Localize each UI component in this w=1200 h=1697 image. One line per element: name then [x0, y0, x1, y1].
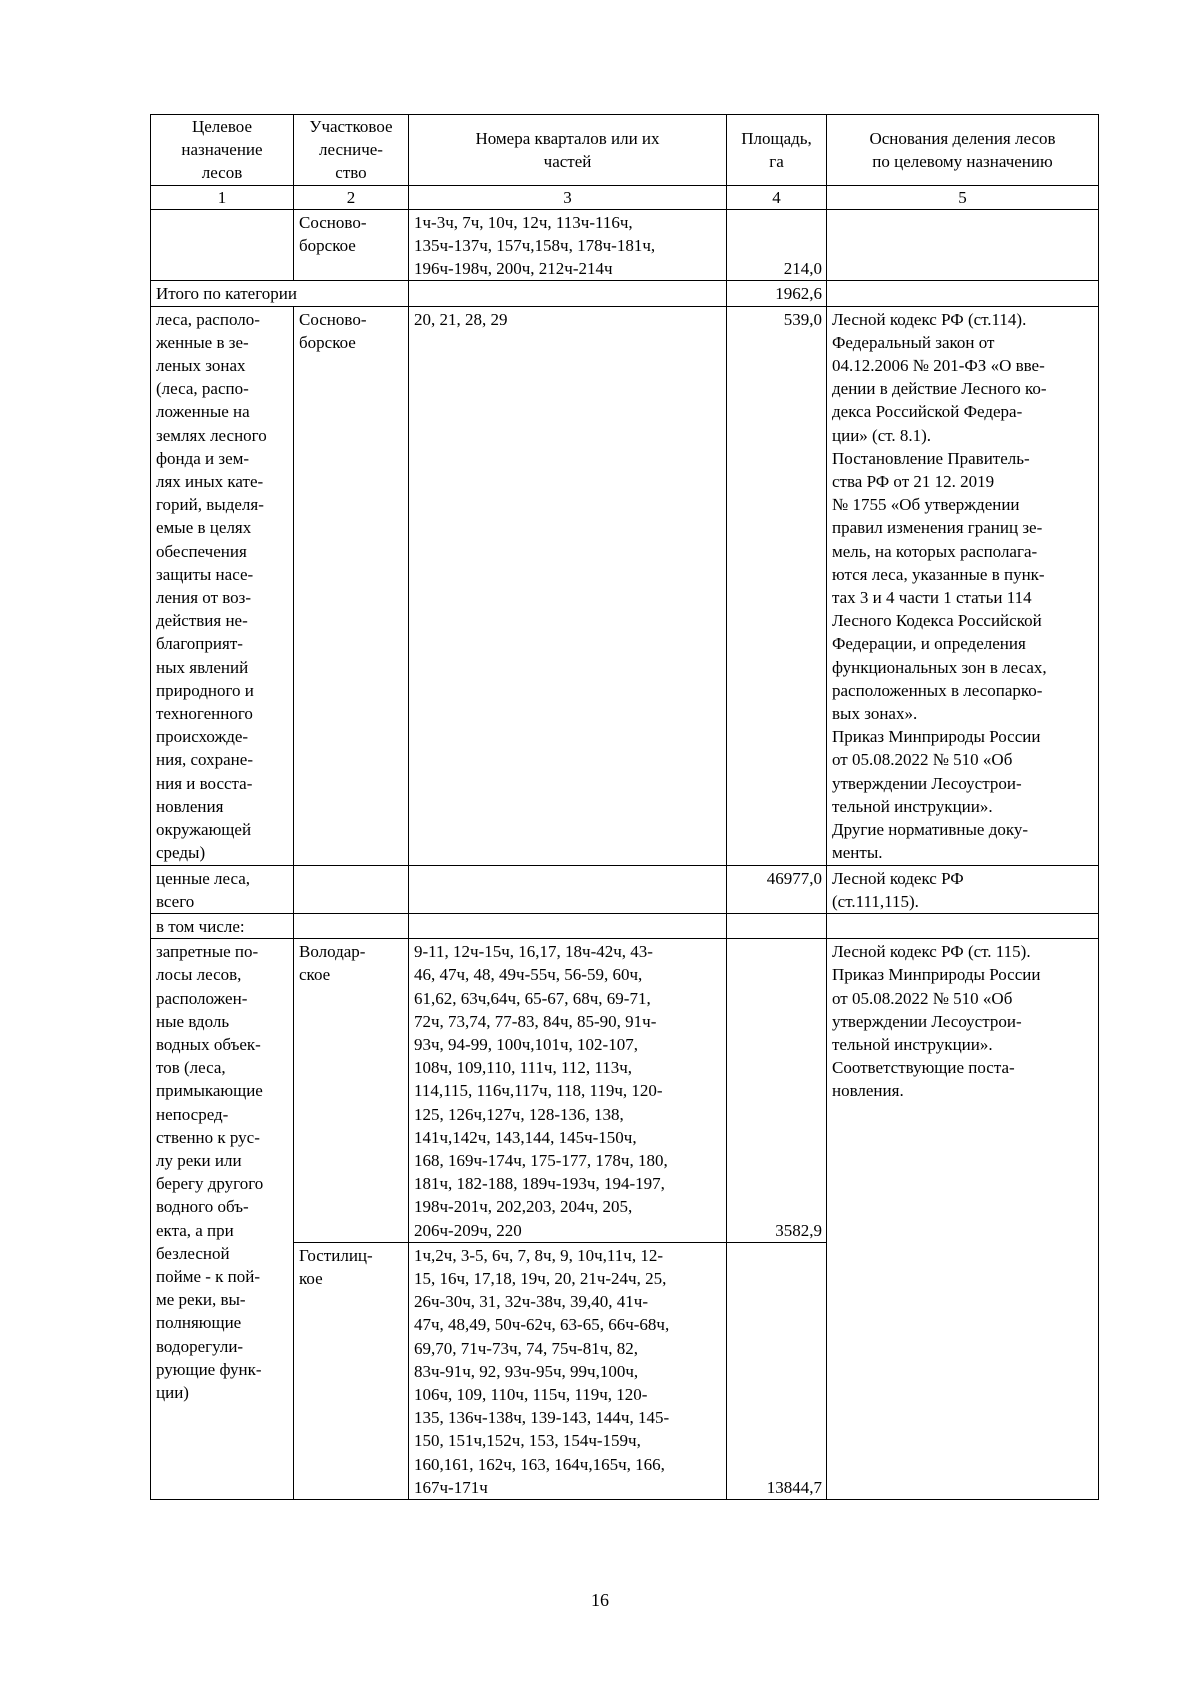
column-number: 1 — [151, 185, 294, 209]
table-header-row — [151, 115, 1099, 186]
column-number-row — [151, 185, 1099, 209]
basis-cell-empty — [827, 913, 1099, 938]
table-row-including — [151, 913, 1099, 938]
basis-cell: Лесной кодекс РФ (ст.111,115). — [827, 865, 1099, 913]
basis-cell: Лесной кодекс РФ (ст.114). Федеральный закон от 04.12.2006 № 201-ФЗ «О вве- дении в действие Лесного ко- декса Российской Федера- ции» (ст. 8.1). Постановление Правитель- ства РФ от 21 12. 2019 № 1755 «Об утверждении правил изменения границ зе- мель, на которых располага- ются леса, указанные в пунк- тах 3 и 4 части 1 статьи 114 Лесного Кодекса Российской Федерации, и определения функциональных зон в лесах, расположенных в лесопарко- вых зонах». Приказ Минприроды России от 05.08.2022 № 510 «Об утверждении Лесоустрои- тельной инструкции». Другие нормативные доку- менты. — [827, 306, 1099, 865]
basis-cell: Лесной кодекс РФ (ст. 115). Приказ Минприроды России от 05.08.2022 № 510 «Об утверждении Лесоустрои- тельной инструкции». Соответствующие поста- новления. — [827, 939, 1099, 1500]
column-number: 5 — [827, 185, 1099, 209]
column-number: 3 — [409, 185, 727, 209]
area-cell: 539,0 — [727, 306, 827, 865]
column-number: 2 — [294, 185, 409, 209]
forestry-cell: Володар- ское — [294, 939, 409, 1243]
quarters-cell-empty — [409, 913, 727, 938]
forestry-cell-empty — [294, 865, 409, 913]
page-number: 16 — [591, 1590, 609, 1610]
table-row-green-zones — [151, 306, 1099, 865]
purpose-cell: леса, располо- женные в зе- леных зонах (леса, распо- ложенные на землях лесного фонда и зем- лях иных кате- горий, выделя- емые в целях обеспечения защиты насе- ления от воз- действия не- благоприят- ных явлений природного и техногенного происхожде- ния, сохране- ния и восста- новления окружающей среды) — [151, 306, 294, 865]
header-quarters: Номера кварталов или их частей — [409, 115, 727, 186]
category-total-label: Итого по категории — [151, 281, 409, 306]
table-row-category-total — [151, 281, 1099, 306]
basis-cell-empty — [827, 281, 1099, 306]
quarters-cell: 9-11, 12ч-15ч, 16,17, 18ч-42ч, 43- 46, 47ч, 48, 49ч-55ч, 56-59, 60ч, 61,62, 63ч,64ч, 65-67, 68ч, 69-71, 72ч, 73,74, 77-83, 84ч, 85-90, 91ч- 93ч, 94-99, 100ч,101ч, 102-107, 108ч, 109,110, 111ч, 112, 113ч, 114,115, 116ч,117ч, 118, 119ч, 120- 125, 126ч,127ч, 128-136, 138, 141ч,142ч, 143,144, 145ч-150ч, 168, 169ч-174ч, 175-177, 178ч, 180, 181ч, 182-188, 189ч-193ч, 194-197, 198ч-201ч, 202,203, 204ч, 205, 206ч-209ч, 220 — [409, 939, 727, 1243]
column-number: 4 — [727, 185, 827, 209]
area-cell: 3582,9 — [727, 939, 827, 1243]
purpose-cell-empty — [151, 209, 294, 281]
header-forestry: Участковое лесниче- ство — [294, 115, 409, 186]
basis-cell-empty — [827, 209, 1099, 281]
forestry-cell: Сосново- борское — [294, 209, 409, 281]
area-cell: 214,0 — [727, 209, 827, 281]
forest-purpose-table — [150, 114, 1099, 1500]
purpose-cell: ценные леса, всего — [151, 865, 294, 913]
category-total-area: 1962,6 — [727, 281, 827, 306]
purpose-cell: запретные по- лосы лесов, расположен- ные вдоль водных объек- тов (леса, примыкающие непосред- ственно к рус- лу реки или берегу другого водного объ- екта, а при безлесной пойме - к пой- ме реки, вы- полняющие водорегули- рующие функ- ции) — [151, 939, 294, 1500]
forestry-cell-empty — [294, 913, 409, 938]
area-cell: 46977,0 — [727, 865, 827, 913]
forestry-cell: Сосново- борское — [294, 306, 409, 865]
table-row-water-strips-volodarskoe — [151, 939, 1099, 1243]
quarters-cell: 1ч,2ч, 3-5, 6ч, 7, 8ч, 9, 10ч,11ч, 12- 15, 16ч, 17,18, 19ч, 20, 21ч-24ч, 25, 26ч-30ч, 31, 32ч-38ч, 39,40, 41ч- 47ч, 48,49, 50ч-62ч, 63-65, 66ч-68ч, 69,70, 71ч-73ч, 74, 75ч-81ч, 82, 83ч-91ч, 92, 93ч-95ч, 99ч,100ч, 106ч, 109, 110ч, 115ч, 119ч, 120- 135, 136ч-138ч, 139-143, 144ч, 145- 150, 151ч,152ч, 153, 154ч-159ч, 160,161, 162ч, 163, 164ч,165ч, 166, 167ч-171ч — [409, 1242, 727, 1499]
quarters-cell-empty — [409, 281, 727, 306]
header-purpose: Целевое назначение лесов — [151, 115, 294, 186]
area-cell-empty — [727, 913, 827, 938]
header-area: Площадь, га — [727, 115, 827, 186]
quarters-cell-empty — [409, 865, 727, 913]
table-row-valuable-forests — [151, 865, 1099, 913]
quarters-cell: 1ч-3ч, 7ч, 10ч, 12ч, 113ч-116ч, 135ч-137ч, 157ч,158ч, 178ч-181ч, 196ч-198ч, 200ч, 212ч-214ч — [409, 209, 727, 281]
quarters-cell: 20, 21, 28, 29 — [409, 306, 727, 865]
area-cell: 13844,7 — [727, 1242, 827, 1499]
including-label: в том числе: — [151, 913, 294, 938]
header-basis: Основания деления лесов по целевому назначению — [827, 115, 1099, 186]
table-row-sosnovoborskoe-continued — [151, 209, 1099, 281]
forestry-cell: Гостилиц- кое — [294, 1242, 409, 1499]
